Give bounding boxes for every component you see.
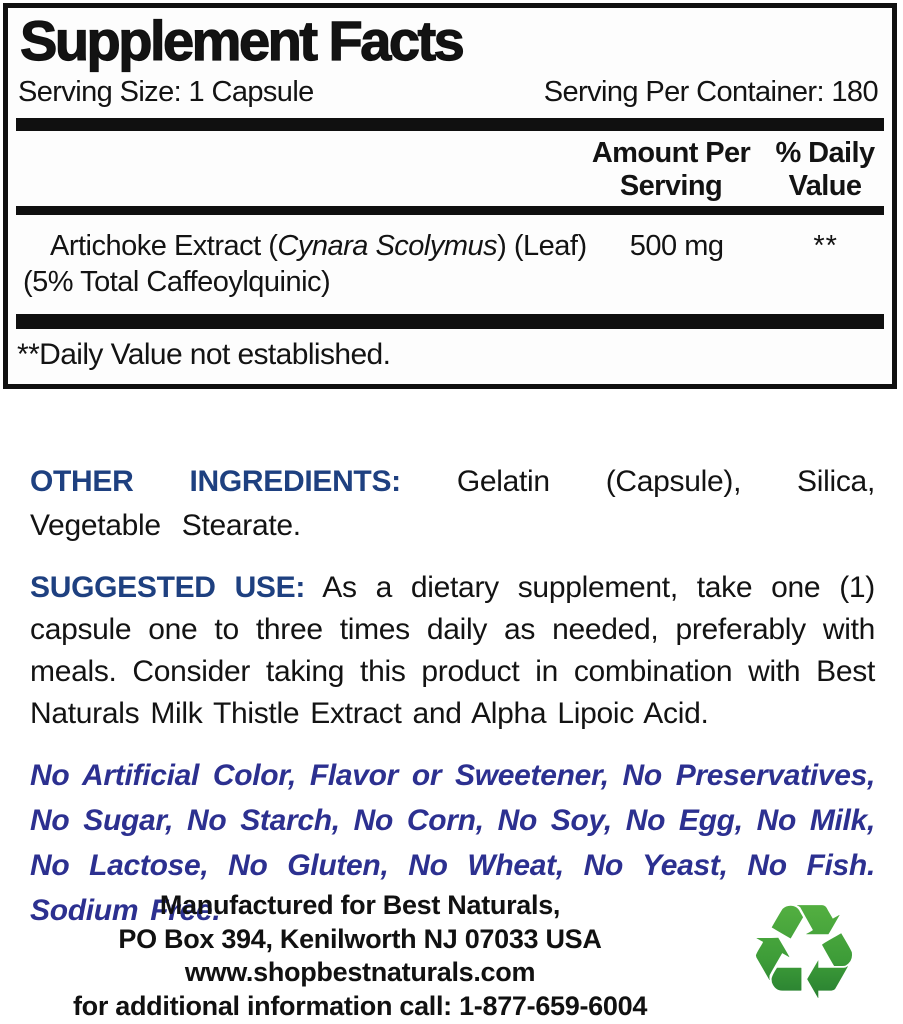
- suggested-use-label: SUGGESTED USE:: [30, 571, 306, 604]
- dv-header-line1: % Daily: [775, 137, 875, 169]
- ingredient-amount: 500 mg: [629, 230, 724, 262]
- website-line: www.shopbestnaturals.com: [184, 957, 536, 987]
- other-ingredients-text: Gelatin (Capsule), Silica, Vegetable Stearate.: [30, 465, 875, 542]
- divider-thick-top: [16, 118, 884, 131]
- recycle-icon-svg: [726, 880, 882, 1024]
- manufacturer-line: Manufactured for Best Naturals,: [159, 890, 561, 920]
- dv-header-line2: Value: [788, 170, 862, 202]
- suggested-use-text: As a dietary supplement, take one (1) capsule one to three times daily as needed, preferably with meals. Consider taking this product in combination with Best Naturals Milk Thistle Extract and Alpha Lipoic Acid.: [30, 571, 875, 730]
- amount-header-line2: Serving: [619, 170, 723, 202]
- daily-value-footnote: **Daily Value not established.: [17, 338, 391, 371]
- facts-header: [8, 137, 884, 203]
- ingredient-name: [23, 228, 587, 300]
- manufacturer-block: [22, 889, 698, 1023]
- serving-size: Serving Size: 1 Capsule: [18, 76, 314, 108]
- other-ingredients-paragraph: [30, 460, 875, 548]
- recycle-icon: [726, 880, 882, 1024]
- other-ingredients-label: OTHER INGREDIENTS:: [30, 465, 401, 498]
- ingredient-row: [23, 228, 884, 300]
- amount-header-line1: Amount Per: [591, 137, 751, 169]
- servings-per-container: Serving Per Container: 180: [543, 76, 878, 108]
- claims-paragraph: No Artificial Color, Flavor or Sweetener, No Preservatives, No Sugar, No Starch, No Corn, No Soy, No Egg, No Milk, No Lactose, No Gluten, No Wheat, No Yeast, No Fish. Sodium Free.: [30, 759, 875, 927]
- suggested-use-paragraph: [30, 567, 875, 735]
- amount-per-serving-header: [576, 137, 766, 203]
- serving-row: [18, 76, 878, 109]
- supplement-facts-panel: [3, 3, 897, 389]
- ingredient-name-prefix: Artichoke Extract (: [50, 230, 278, 262]
- panel-title: Supplement Facts: [20, 9, 463, 72]
- ingredient-daily-value: **: [813, 230, 838, 262]
- ingredient-standardization: (5% Total Caffeoylquinic): [23, 266, 331, 298]
- ingredient-name-suffix: ) (Leaf): [497, 230, 587, 262]
- divider-thick-bottom: [16, 314, 884, 329]
- phone-line: for additional information call: 1-877-659-6004: [72, 990, 648, 1021]
- address-line: PO Box 394, Kenilworth NJ 07033 USA: [118, 923, 602, 954]
- divider-thin: [16, 206, 884, 215]
- daily-value-header: [766, 137, 884, 203]
- recycle-glyph: ♻: [744, 880, 864, 1024]
- ingredient-latin-name: Cynara Scolymus: [277, 230, 498, 262]
